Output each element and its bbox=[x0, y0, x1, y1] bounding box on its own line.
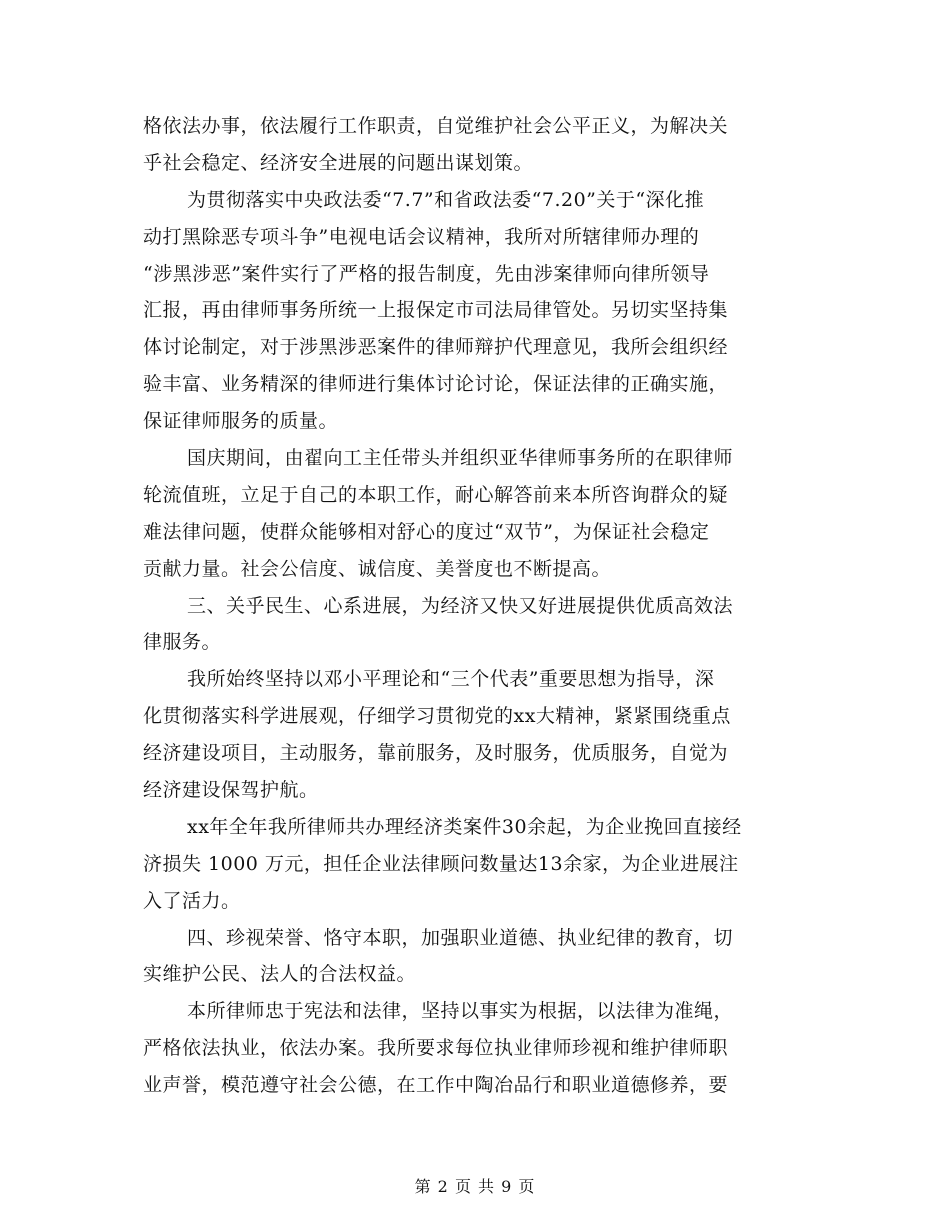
text-line: 乎社会稳定、经济安全进展的问题出谋划策。 bbox=[143, 151, 534, 174]
text-line: 经济建设保驾护航。 bbox=[143, 779, 319, 802]
text-line: 轮流值班，立足于自己的本职工作，耐心解答前来本所咨询群众的疑 bbox=[143, 483, 729, 506]
paragraph-start-line: xx年全年我所律师共办理经济类案件30余起，为企业挽回直接经 bbox=[187, 815, 742, 838]
paragraph-start-line: 为贯彻落实中央政法委“7.7”和省政法委“7.20”关于“深化推 bbox=[187, 188, 705, 211]
document-body bbox=[143, 108, 798, 1104]
text-line: 动打黑除恶专项斗争”电视电话会议精神，我所对所辖律师办理的 bbox=[143, 225, 700, 248]
text-line: 格依法办事，依法履行工作职责，自觉维护社会公平正义，为解决关 bbox=[143, 115, 729, 137]
text-line: 业声誉，模范遵守社会公德，在工作中陶冶品行和职业道德修养，要 bbox=[143, 1074, 729, 1097]
page-number-footer: 第 2 页 共 9 页 bbox=[414, 1177, 536, 1196]
section-heading-line: 三、关乎民生、心系进展，为经济又快又好进展提供优质高效法 bbox=[187, 594, 734, 617]
text-line: 律服务。 bbox=[143, 631, 222, 654]
text-line: 体讨论制定，对于涉黑涉恶案件的律师辩护代理意见，我所会组织经 bbox=[143, 336, 729, 359]
text-line: 入了活力。 bbox=[143, 889, 241, 912]
paragraph-start-line: 本所律师忠于宪法和法律，坚持以事实为根据，以法律为准绳， bbox=[187, 1000, 734, 1023]
text-line: 实维护公民、法人的合法权益。 bbox=[143, 963, 417, 986]
paragraph-start-line: 我所始终坚持以邓小平理论和“三个代表”重要思想为指导，深 bbox=[187, 668, 715, 691]
text-line: 严格依法执业，依法办案。我所要求每位执业律师珍视和维护律师职 bbox=[143, 1037, 729, 1060]
text-line: 难法律问题，使群众能够相对舒心的度过“双节”，为保证社会稳定 bbox=[143, 520, 710, 543]
text-line: 汇报，再由律师事务所统一上报保定市司法局律管处。另切实坚持集 bbox=[143, 299, 729, 322]
text-line: 化贯彻落实科学进展观，仔细学习贯彻党的xx大精神，紧紧围绕重点 bbox=[143, 705, 731, 728]
paragraph-start-line: 国庆期间，由翟向工主任带头并组织亚华律师事务所的在职律师 bbox=[187, 447, 734, 470]
text-line: 济损失 1000 万元，担任企业法律顾问数量达13余家，为企业进展注 bbox=[143, 852, 739, 875]
text-line: 经济建设项目，主动服务，靠前服务，及时服务，优质服务，自觉为 bbox=[143, 742, 729, 765]
text-line: “涉黑涉恶”案件实行了严格的报告制度，先由涉案律师向律所领导 bbox=[143, 262, 710, 285]
text-line: 验丰富、业务精深的律师进行集体讨论讨论，保证法律的正确实施， bbox=[143, 373, 729, 396]
text-line: 保证律师服务的质量。 bbox=[143, 410, 339, 433]
text-line: 贡献力量。社会公信度、诚信度、美誉度也不断提高。 bbox=[143, 557, 612, 580]
section-heading-line: 四、珍视荣誉、恪守本职，加强职业道德、执业纪律的教育，切 bbox=[187, 926, 734, 949]
